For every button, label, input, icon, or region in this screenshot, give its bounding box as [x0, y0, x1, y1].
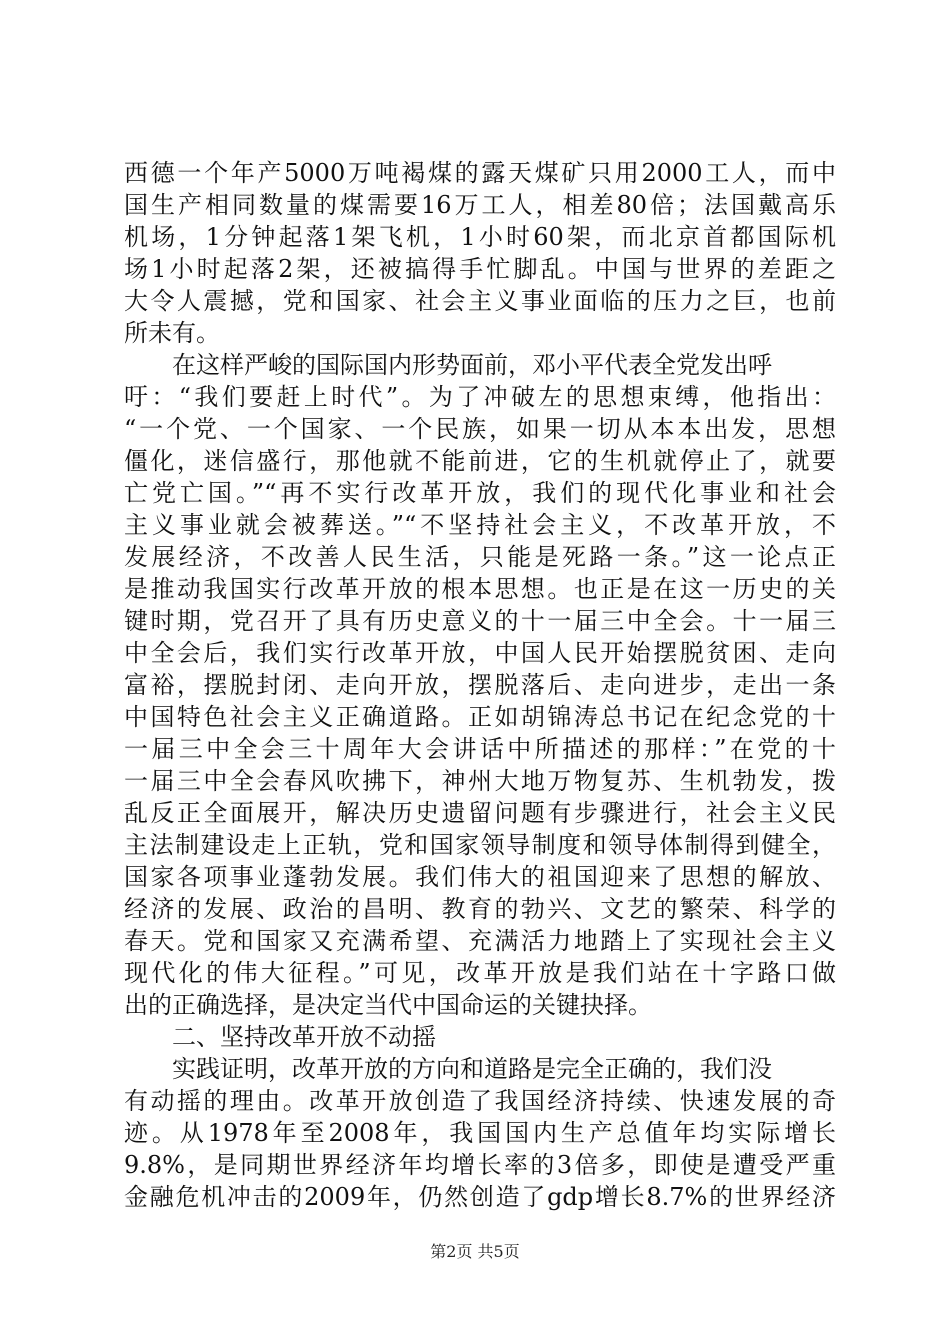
page-footer: 第2页 共5页 — [430, 1242, 520, 1261]
text-line: 亡党亡国。”“再不实行改革开放，我们的现代化事业和社会 — [124, 479, 836, 507]
text-line: 主义事业就会被葬送。”“不坚持社会主义，不改革开放，不 — [124, 511, 836, 539]
text-line: 僵化，迷信盛行，那他就不能前进，它的生机就停止了，就要 — [124, 447, 836, 475]
text-line: 富裕，摆脱封闭、走向开放，摆脱落后、走向进步，走出一条 — [124, 671, 836, 699]
text-line: 金融危机冲击的2009年，仍然创造了gdp增长8.7%的世界经济 — [124, 1183, 836, 1211]
text-line: 乱反正全面展开，解决历史遗留问题有步骤进行，社会主义民 — [124, 799, 836, 827]
document-body — [124, 157, 836, 1213]
text-line: 在这样严峻的国际国内形势面前，邓小平代表全党发出呼 — [172, 351, 772, 379]
text-line: 一届三中全会春风吹拂下，神州大地万物复苏、生机勃发，拨 — [124, 767, 836, 795]
text-line: 西德一个年产5000万吨褐煤的露天煤矿只用2000工人，而中 — [124, 159, 836, 187]
text-line: 主法制建设走上正轨，党和国家领导制度和领导体制得到健全， — [124, 831, 836, 859]
text-line: 发展经济，不改善人民生活，只能是死路一条。”这一论点正 — [124, 543, 836, 571]
text-line: 吁：“我们要赶上时代”。为了冲破左的思想束缚，他指出： — [124, 383, 836, 411]
text-line: 中国特色社会主义正确道路。正如胡锦涛总书记在纪念党的十 — [124, 703, 836, 731]
text-line: 出的正确选择，是决定当代中国命运的关键抉择。 — [124, 991, 652, 1019]
text-line: 场1小时起落2架，还被搞得手忙脚乱。中国与世界的差距之 — [124, 255, 836, 283]
text-line: 所未有。 — [124, 319, 220, 347]
text-line: 国生产相同数量的煤需要16万工人，相差80倍；法国戴高乐 — [124, 191, 836, 219]
text-line: 中全会后，我们实行改革开放，中国人民开始摆脱贫困、走向 — [124, 639, 836, 667]
text-line: 迹。从1978年至2008年，我国国内生产总值年均实际增长 — [124, 1119, 836, 1147]
text-line: “一个党、一个国家、一个民族，如果一切从本本出发，思想 — [124, 415, 836, 443]
text-line: 春天。党和国家又充满希望、充满活力地踏上了实现社会主义 — [124, 927, 836, 955]
text-line: 一届三中全会三十周年大会讲话中所描述的那样：”在党的十 — [124, 735, 836, 763]
text-line: 国家各项事业蓬勃发展。我们伟大的祖国迎来了思想的解放、 — [124, 863, 836, 891]
text-line: 实践证明，改革开放的方向和道路是完全正确的，我们没 — [172, 1055, 772, 1083]
text-line: 机场，1分钟起落1架飞机，1小时60架，而北京首都国际机 — [124, 223, 836, 251]
text-line: 有动摇的理由。改革开放创造了我国经济持续、快速发展的奇 — [124, 1087, 836, 1115]
text-line: 经济的发展、政治的昌明、教育的勃兴、文艺的繁荣、科学的 — [124, 895, 836, 923]
text-line: 9.8%，是同期世界经济年均增长率的3倍多，即使是遭受严重 — [124, 1151, 836, 1179]
text-line: 键时期，党召开了具有历史意义的十一届三中全会。十一届三 — [124, 607, 836, 635]
text-line: 是推动我国实行改革开放的根本思想。也正是在这一历史的关 — [124, 575, 836, 603]
text-line: 现代化的伟大征程。”可见，改革开放是我们站在十字路口做 — [124, 959, 836, 987]
text-line: 大令人震撼，党和国家、社会主义事业面临的压力之巨，也前 — [124, 287, 836, 315]
text-line: 二、坚持改革开放不动摇 — [172, 1023, 436, 1051]
